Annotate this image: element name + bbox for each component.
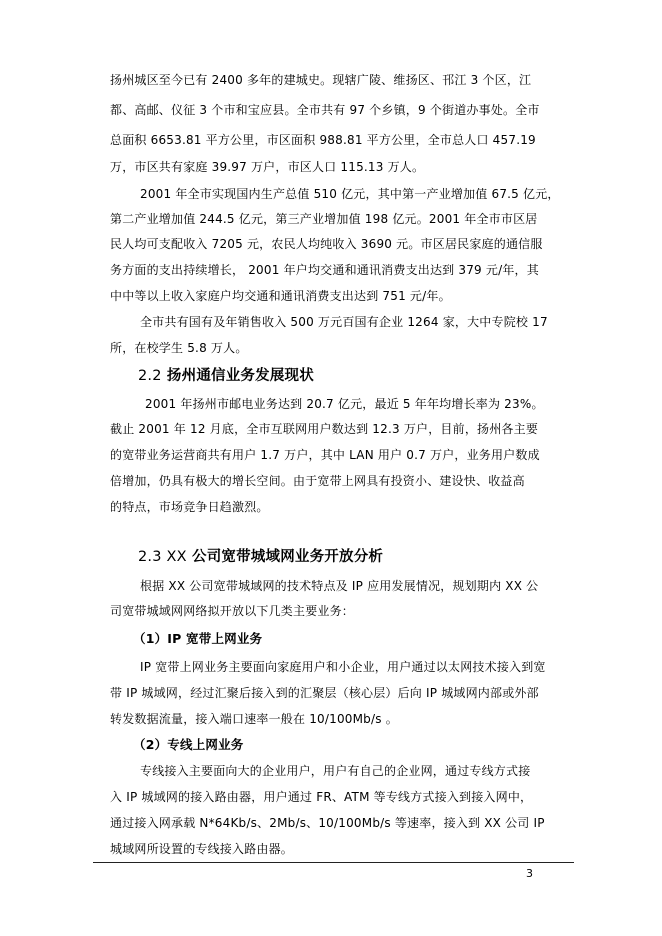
section-number: 2.3 XX [138, 549, 187, 565]
paragraph-line: 的宽带业务运营商共有用户 1.7 万户，其中 LAN 用户 0.7 万户，业务用户数成 [110, 448, 540, 462]
subsection-heading: （2）专线上网业务 [133, 737, 244, 752]
footer-rule [93, 862, 574, 863]
paragraph-line: 都、高邮、仪征 3 个市和宝应县。全市共有 97 个乡镇，9 个街道办事处。全市 [110, 103, 540, 117]
paragraph-line: 中中等以上收入家庭户均交通和通讯消费支出达到 751 元/年。 [110, 289, 451, 303]
paragraph-line: 专线接入主要面向大的企业用户，用户有自己的企业网，通过专线方式接 [140, 764, 531, 778]
paragraph-line: 转发数据流量，接入端口速率一般在 10/100Mb/s 。 [110, 712, 398, 726]
paragraph-line: 所，在校学生 5.8 万人。 [110, 341, 248, 355]
paragraph-line: 全市共有国有及年销售收入 500 万元百国有企业 1264 家，大中专院校 17 [140, 315, 548, 329]
section-heading-2-3 [138, 547, 383, 567]
paragraph-line: 截止 2001 年 12 月底，全市互联网用户数达到 12.3 万户，目前，扬州各主要 [110, 422, 539, 436]
paragraph-line: 城域网所设置的专线接入路由器。 [110, 842, 294, 856]
paragraph-line: 务方面的支出持续增长， 2001 年户均交通和通讯消费支出达到 379 元/年，其 [110, 263, 539, 277]
section-number: 2.2 [138, 368, 162, 384]
paragraph-line: 带 IP 城域网，经过汇聚后接入到的汇聚层（核心层）后向 IP 城域网内部或外部 [110, 686, 539, 700]
section-title: 扬州通信业务发展现状 [166, 368, 314, 384]
paragraph-line: 第二产业增加值 244.5 亿元，第三产业增加值 198 亿元。2001 年全市市区居 [110, 212, 538, 226]
paragraph-line: 根据 XX 公司宽带城域网的技术特点及 IP 应用发展情况，规划期内 XX 公 [140, 579, 539, 593]
paragraph-line: 民人均可支配收入 7205 元，农民人均纯收入 3690 元。市区居民家庭的通信服 [110, 237, 543, 251]
paragraph-line: IP 宽带上网业务主要面向家庭用户和小企业，用户通过以太网技术接入到宽 [140, 660, 546, 674]
paragraph-line: 万，市区共有家庭 39.97 万户，市区人口 115.13 万人。 [110, 160, 425, 174]
paragraph-line: 司宽带城域网网络拟开放以下几类主要业务： [110, 604, 355, 618]
subsection-heading: （1）IP 宽带上网业务 [133, 631, 263, 646]
paragraph-line: 2001 年全市实现国内生产总值 510 亿元，其中第一产业增加值 67.5 亿元， [140, 187, 560, 201]
paragraph-line: 2001 年扬州市邮电业务达到 20.7 亿元，最近 5 年年均增长率为 23%。 [145, 397, 544, 411]
section-heading-2-2 [138, 366, 314, 386]
paragraph-line: 的特点，市场竞争日趋激烈。 [110, 500, 269, 514]
section-title: 公司宽带城域网业务开放分析 [192, 549, 384, 565]
page-number: 3 [526, 867, 533, 880]
paragraph-line: 扬州城区至今已有 2400 多年的建城史。现辖广陵、维扬区、邗江 3 个区，江 [110, 73, 532, 87]
paragraph-line: 通过接入网承载 N*64Kb/s、2Mb/s、10/100Mb/s 等速率，接入到 XX 公司 IP [110, 816, 545, 830]
paragraph-line: 总面积 6653.81 平方公里，市区面积 988.81 平方公里，全市总人口 457.19 [110, 133, 536, 147]
paragraph-line: 倍增加，仍具有极大的增长空间。由于宽带上网具有投资小、建设快、收益高 [110, 474, 525, 488]
paragraph-line: 入 IP 城域网的接入路由器，用户通过 FR、ATM 等专线方式接入到接入网中， [110, 790, 533, 804]
